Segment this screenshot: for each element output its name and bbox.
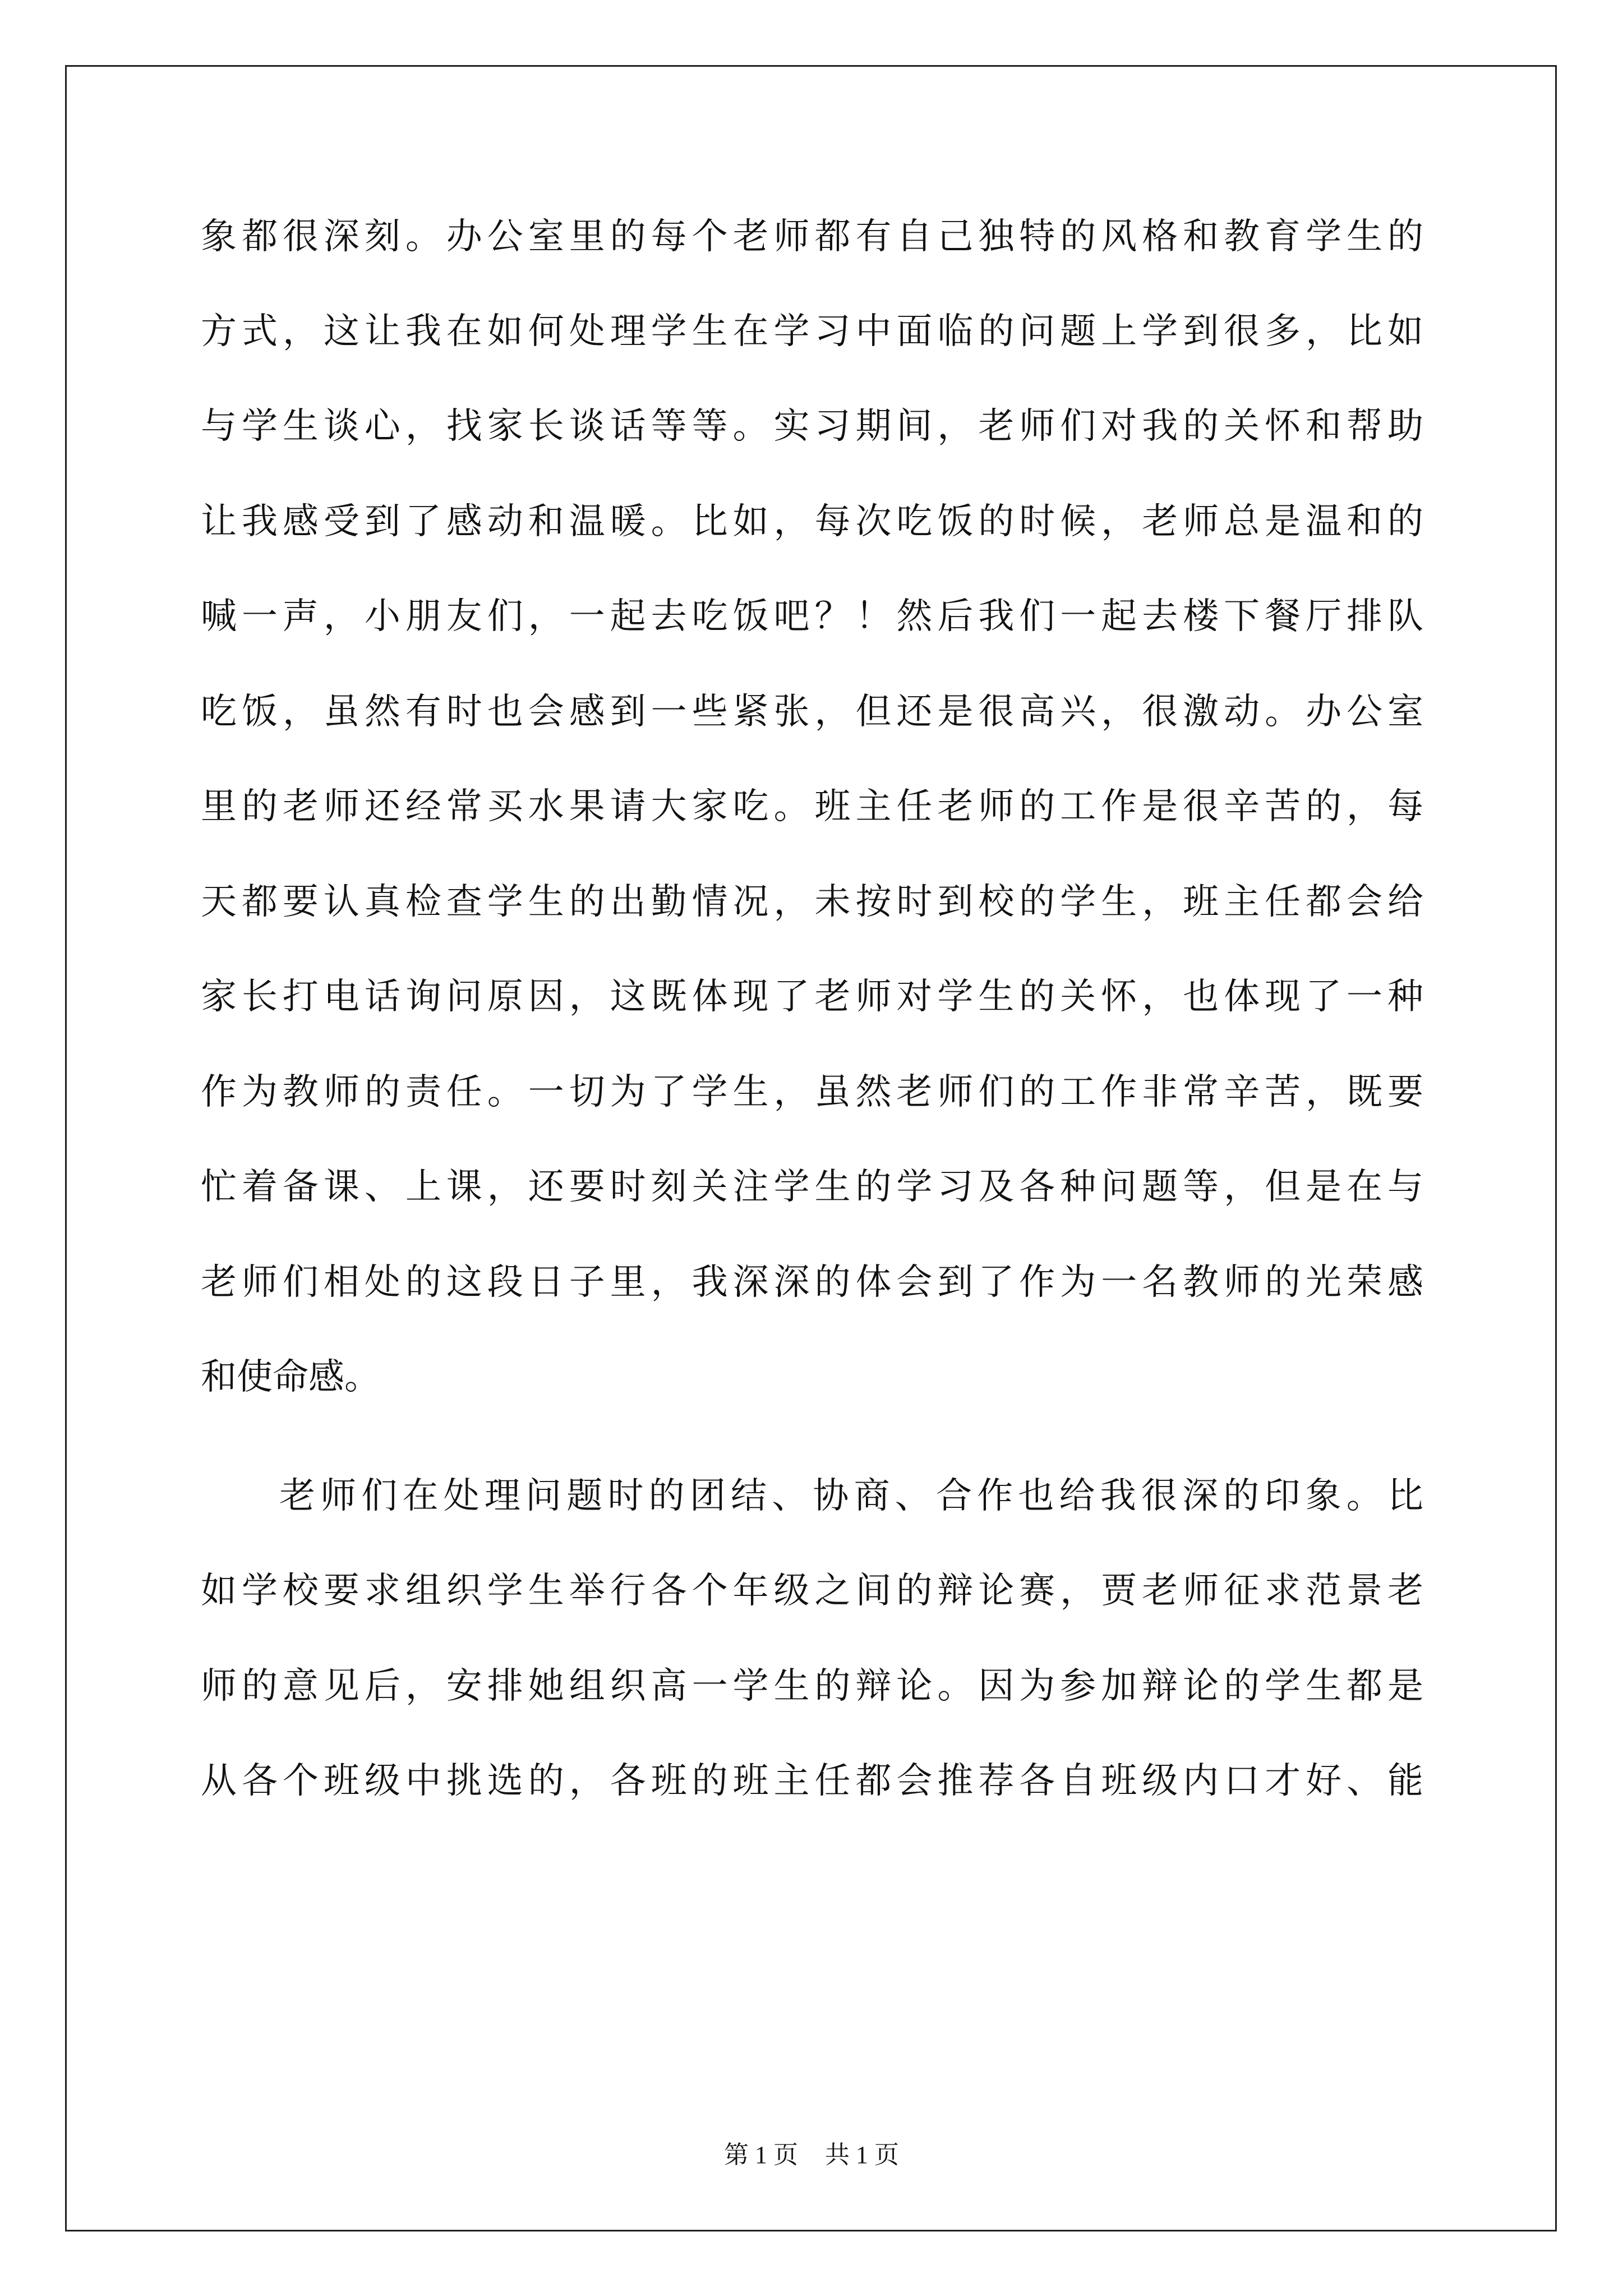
- text-line: 和使命感。: [201, 1356, 380, 1398]
- text-line: 师的意见后，安排她组织高一学生的辩论。因为参加辩论的学生都是: [201, 1665, 1423, 1707]
- text-line: 吃饭，虽然有时也会感到一些紧张，但还是很高兴，很激动。办公室: [201, 691, 1423, 733]
- page-footer: [0, 2139, 1623, 2171]
- text-line: 家长打电话询问原因，这既体现了老师对学生的关怀，也体现了一种: [201, 976, 1423, 1018]
- text-line: 从各个班级中挑选的，各班的班主任都会推荐各自班级内口才好、能: [201, 1760, 1423, 1802]
- text-line: 喊一声，小朋友们，一起去吃饭吧？！然后我们一起去楼下餐厅排队: [201, 596, 1423, 637]
- text-line: 老师们在处理问题时的团结、协商、合作也给我很深的印象。比: [279, 1475, 1423, 1517]
- page-border: [65, 65, 1557, 2231]
- text-line: 里的老师还经常买水果请大家吃。班主任老师的工作是很辛苦的，每: [201, 786, 1423, 827]
- text-line: 老师们相处的这段日子里，我深深的体会到了作为一名教师的光荣感: [201, 1262, 1423, 1303]
- text-line: 方式，这让我在如何处理学生在学习中面临的问题上学到很多，比如: [201, 311, 1423, 352]
- page-number: 第 1 页: [724, 2141, 798, 2169]
- text-line: 作为教师的责任。一切为了学生，虽然老师们的工作非常辛苦，既要: [201, 1071, 1423, 1113]
- text-line: 忙着备课、上课，还要时刻关注学生的学习及各种问题等，但是在与: [201, 1166, 1423, 1208]
- text-line: 天都要认真检查学生的出勤情况，未按时到校的学生，班主任都会给: [201, 881, 1423, 923]
- text-line: 象都很深刻。办公室里的每个老师都有自己独特的风格和教育学生的: [201, 216, 1423, 257]
- text-line: 如学校要求组织学生举行各个年级之间的辩论赛，贾老师征求范景老: [201, 1570, 1423, 1612]
- text-line: 让我感受到了感动和温暖。比如，每次吃饭的时候，老师总是温和的: [201, 501, 1423, 542]
- total-pages: 共 1 页: [825, 2141, 899, 2169]
- text-line: 与学生谈心，找家长谈话等等。实习期间，老师们对我的关怀和帮助: [201, 406, 1423, 447]
